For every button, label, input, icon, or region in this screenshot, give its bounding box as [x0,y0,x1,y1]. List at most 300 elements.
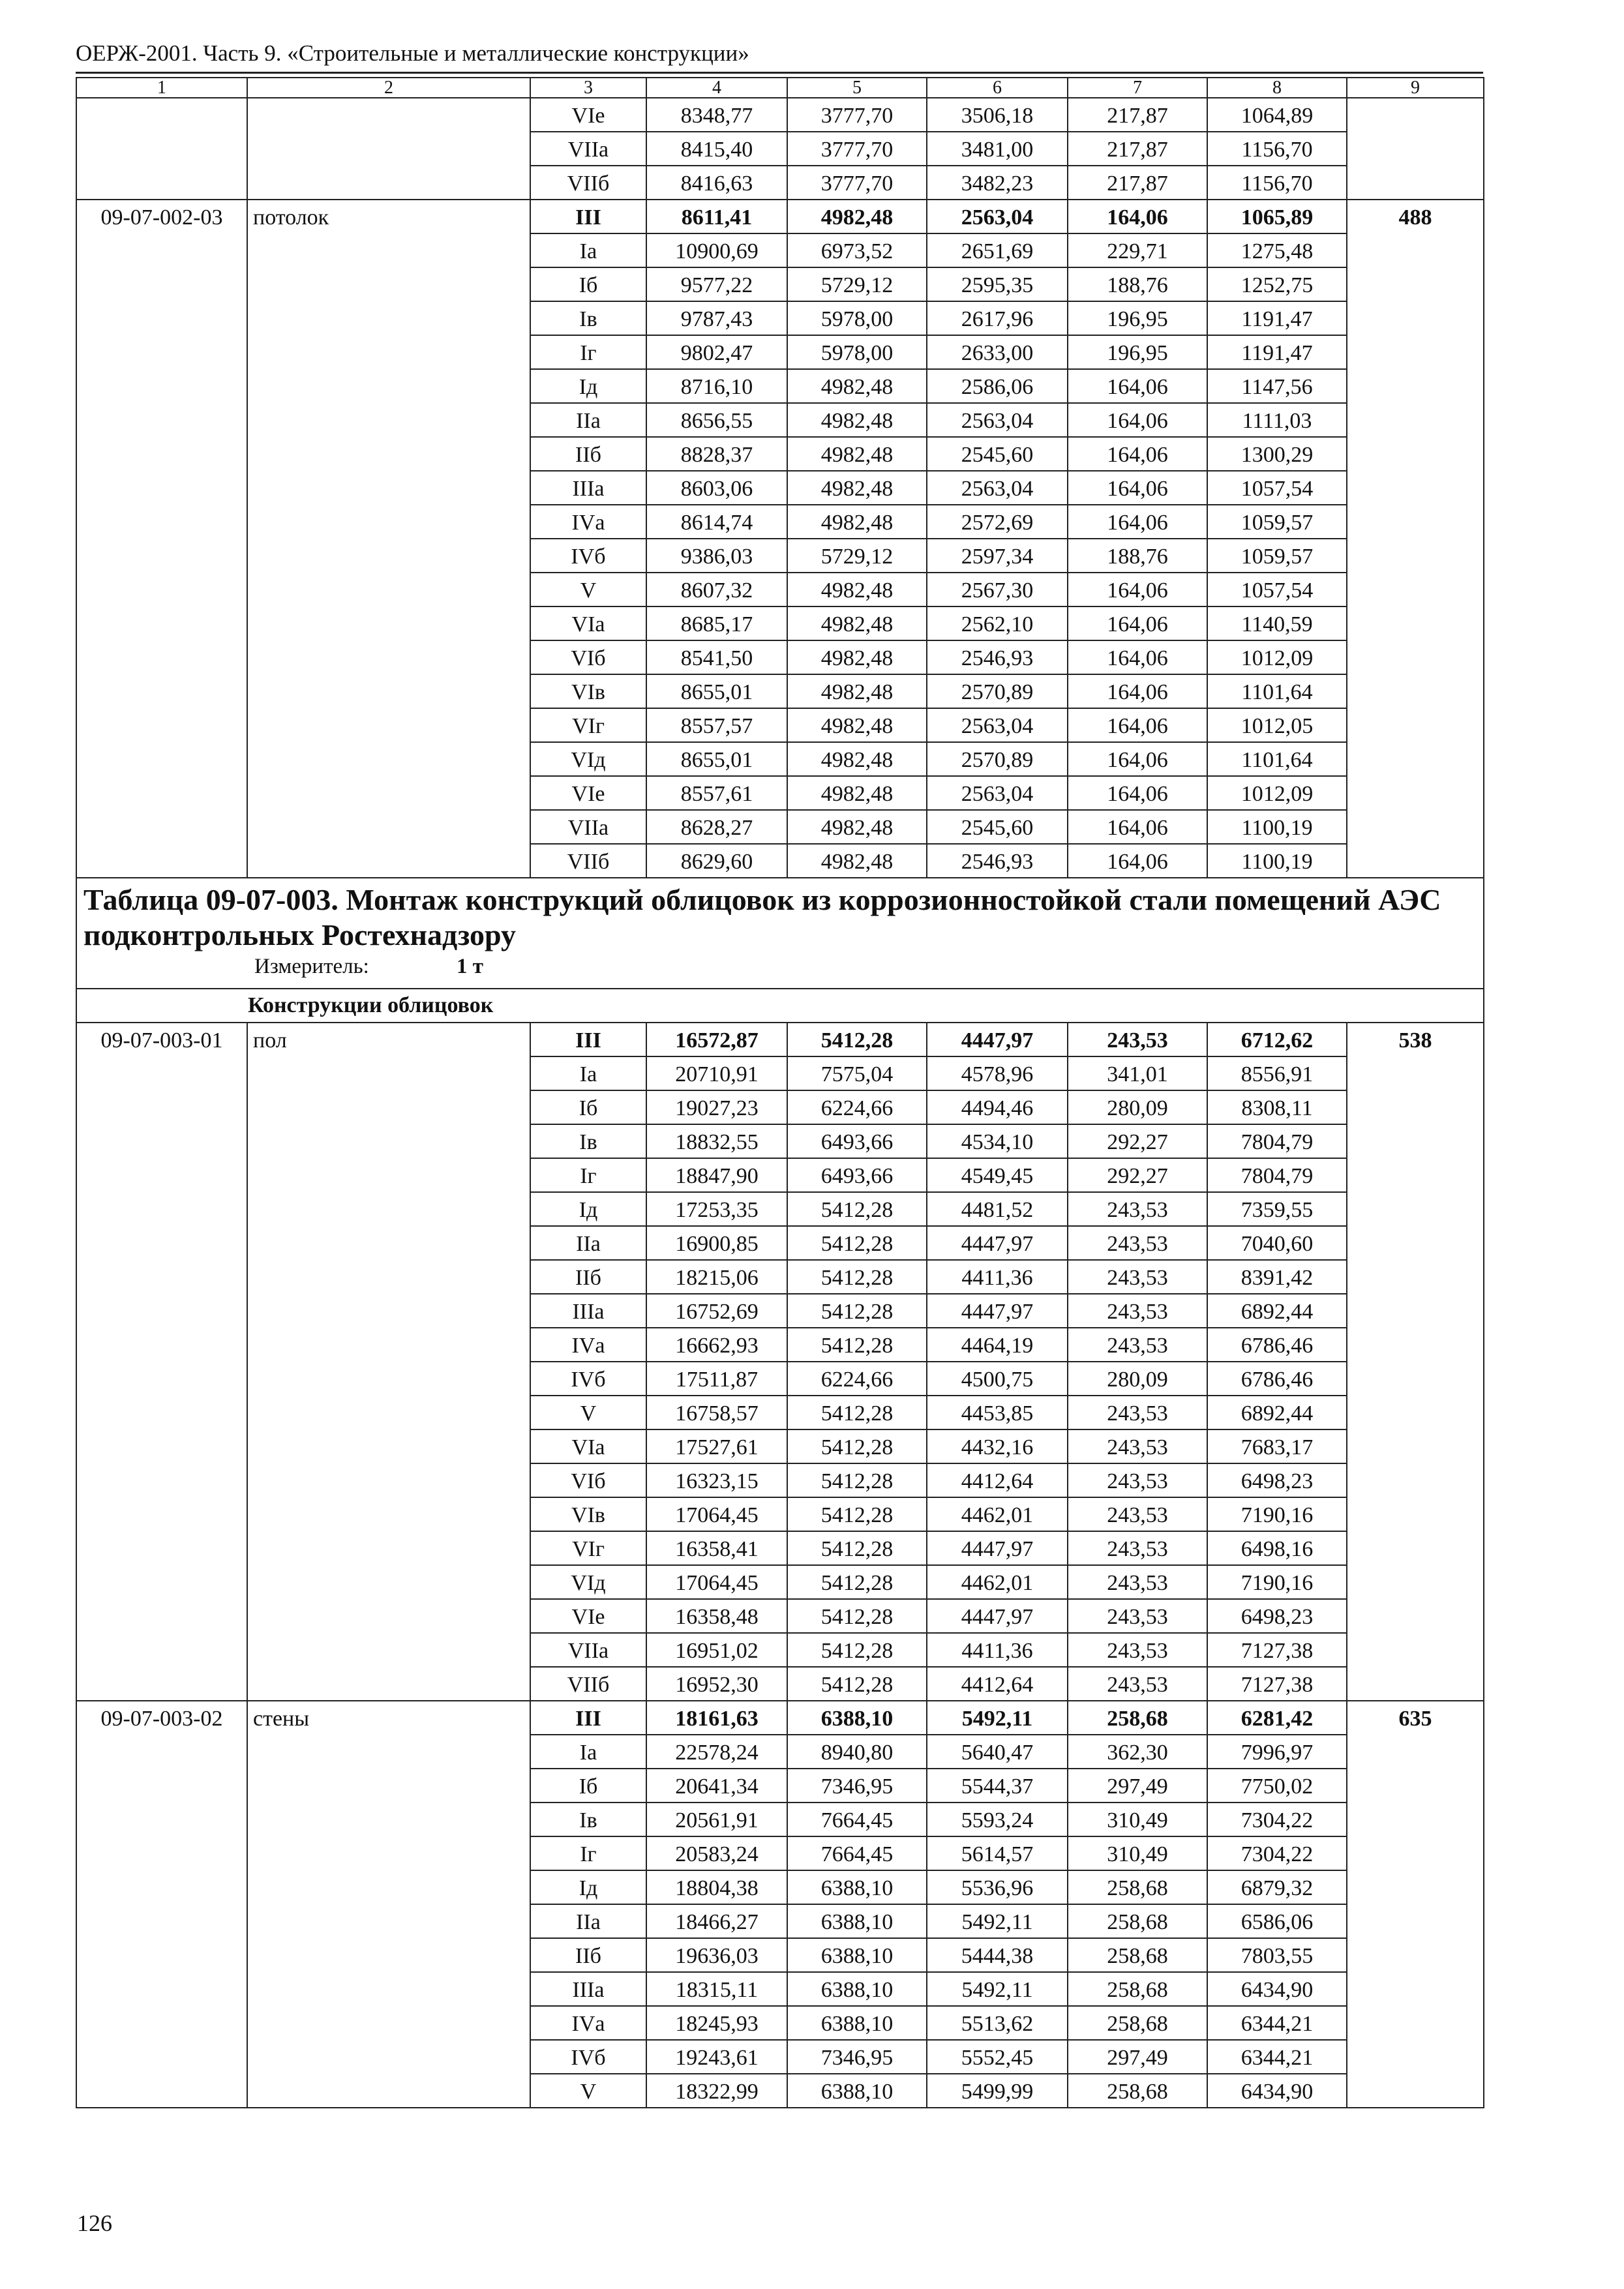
cost-cell: 18315,11 [646,1972,787,2006]
cost-cell: 20641,34 [646,1769,787,1803]
labor-total: 538 [1347,1023,1484,1701]
cost-cell: 1012,05 [1207,708,1347,742]
cost-cell: 6388,10 [787,2006,927,2040]
zone-code: VIд [530,742,646,776]
cost-cell: 19636,03 [646,1938,787,1972]
cost-cell: 1065,89 [1207,200,1347,233]
labor-total: 488 [1347,200,1484,878]
cost-cell: 5492,11 [927,1972,1068,2006]
cost-cell: 4982,48 [787,776,927,810]
cost-cell: 1059,57 [1207,539,1347,573]
zone-code: Iа [530,1056,646,1090]
cost-cell: 7040,60 [1207,1226,1347,1260]
cost-cell: 217,87 [1068,166,1207,200]
cost-cell: 243,53 [1068,1565,1207,1599]
cost-cell: 243,53 [1068,1260,1207,1294]
cost-cell: 2567,30 [927,573,1068,606]
cost-cell: 9787,43 [646,301,787,335]
cost-cell: 4982,48 [787,471,927,505]
cost-cell: 258,68 [1068,1870,1207,1904]
cost-cell: 297,49 [1068,2040,1207,2074]
cost-cell: 243,53 [1068,1463,1207,1497]
cost-cell: 6388,10 [787,2074,927,2108]
zone-code: Iв [530,301,646,335]
cost-cell: 6388,10 [787,1701,927,1735]
cost-cell: 164,06 [1068,606,1207,640]
cost-cell: 5492,11 [927,1904,1068,1938]
zone-code: IIа [530,403,646,437]
labor-total: 635 [1347,1701,1484,2108]
cost-cell: 258,68 [1068,1972,1207,2006]
cost-cell: 1147,56 [1207,369,1347,403]
cost-cell: 6498,23 [1207,1463,1347,1497]
cost-cell: 7127,38 [1207,1633,1347,1667]
zone-code: IVб [530,1362,646,1396]
cost-cell: 1101,64 [1207,674,1347,708]
rate-code: 09-07-002-03 [76,200,247,878]
zone-code: IVа [530,505,646,539]
cost-cell: 8656,55 [646,403,787,437]
header-rule [76,72,1483,74]
cost-cell: 8655,01 [646,742,787,776]
cost-cell: 2595,35 [927,267,1068,301]
zone-code: VIIб [530,1667,646,1701]
zone-code: Iд [530,1192,646,1226]
cost-cell: 1111,03 [1207,403,1347,437]
cost-cell: 4982,48 [787,437,927,471]
cost-cell: 5978,00 [787,335,927,369]
zone-code: VIIб [530,166,646,200]
cost-cell: 164,06 [1068,505,1207,539]
cost-cell: 1156,70 [1207,166,1347,200]
cost-cell: 6498,23 [1207,1599,1347,1633]
cost-cell: 297,49 [1068,1769,1207,1803]
cost-cell: 4982,48 [787,573,927,606]
cost-cell: 4412,64 [927,1667,1068,1701]
zone-code: Iб [530,1090,646,1124]
cost-cell: 8556,91 [1207,1056,1347,1090]
cost-cell: 7304,22 [1207,1836,1347,1870]
cost-cell: 2586,06 [927,369,1068,403]
cost-cell: 6973,52 [787,233,927,267]
cost-cell: 2562,10 [927,606,1068,640]
cost-cell: 5412,28 [787,1565,927,1599]
cost-cell: 3777,70 [787,98,927,132]
cost-cell: 8614,74 [646,505,787,539]
cost-cell: 8308,11 [1207,1090,1347,1124]
cost-cell: 196,95 [1068,335,1207,369]
column-number: 2 [247,78,530,98]
cost-cell: 17527,61 [646,1429,787,1463]
cost-cell: 243,53 [1068,1667,1207,1701]
cost-cell: 341,01 [1068,1056,1207,1090]
zone-code: Iд [530,1870,646,1904]
column-number: 3 [530,78,646,98]
cost-cell: 8391,42 [1207,1260,1347,1294]
zone-code: III [530,1701,646,1735]
cost-cell: 6388,10 [787,1972,927,2006]
zone-code: Iг [530,1158,646,1192]
zone-code: V [530,2074,646,2108]
cost-cell: 4982,48 [787,640,927,674]
cost-cell: 7190,16 [1207,1565,1347,1599]
work-name: потолок [247,200,530,878]
zone-code: IIб [530,1260,646,1294]
cost-cell: 5412,28 [787,1328,927,1362]
cost-cell: 243,53 [1068,1396,1207,1429]
zone-code: IIб [530,1938,646,1972]
cost-cell: 2597,34 [927,539,1068,573]
cost-cell: 7683,17 [1207,1429,1347,1463]
cost-cell: 5614,57 [927,1836,1068,1870]
cost-cell: 4500,75 [927,1362,1068,1396]
cost-cell: 362,30 [1068,1735,1207,1769]
cost-cell: 1140,59 [1207,606,1347,640]
cost-cell: 243,53 [1068,1226,1207,1260]
cost-cell: 4447,97 [927,1599,1068,1633]
cost-cell: 1012,09 [1207,640,1347,674]
cost-cell: 5729,12 [787,267,927,301]
cost-cell: 5412,28 [787,1429,927,1463]
cost-cell: 4982,48 [787,844,927,878]
zone-code: VIе [530,98,646,132]
cost-cell: 243,53 [1068,1294,1207,1328]
cost-cell: 16951,02 [646,1633,787,1667]
zone-code: Iг [530,1836,646,1870]
cost-cell: 4453,85 [927,1396,1068,1429]
cost-cell: 2546,93 [927,844,1068,878]
cost-cell: 17064,45 [646,1497,787,1531]
cost-cell: 5536,96 [927,1870,1068,1904]
rate-code [76,98,247,200]
cost-cell: 1275,48 [1207,233,1347,267]
cost-cell: 5444,38 [927,1938,1068,1972]
cost-cell: 7750,02 [1207,1769,1347,1803]
cost-cell: 4982,48 [787,200,927,233]
cost-cell: 6892,44 [1207,1294,1347,1328]
zone-code: VIIа [530,132,646,166]
cost-cell: 2563,04 [927,471,1068,505]
cost-cell: 6344,21 [1207,2006,1347,2040]
cost-cell: 280,09 [1068,1090,1207,1124]
zone-code: Iд [530,369,646,403]
cost-cell: 243,53 [1068,1023,1207,1056]
cost-cell: 20561,91 [646,1803,787,1836]
cost-cell: 2545,60 [927,810,1068,844]
zone-code: Iв [530,1124,646,1158]
cost-cell: 1059,57 [1207,505,1347,539]
cost-cell: 8685,17 [646,606,787,640]
cost-cell: 164,06 [1068,369,1207,403]
cost-cell: 5412,28 [787,1260,927,1294]
zone-code: Iа [530,1735,646,1769]
cost-cell: 164,06 [1068,776,1207,810]
zone-code: IVа [530,2006,646,2040]
cost-cell: 188,76 [1068,267,1207,301]
rate-code: 09-07-003-02 [76,1701,247,2108]
cost-cell: 6493,66 [787,1158,927,1192]
page-number: 126 [77,2210,112,2236]
cost-cell: 1012,09 [1207,776,1347,810]
cost-cell: 5492,11 [927,1701,1068,1735]
cost-cell: 7575,04 [787,1056,927,1090]
cost-cell: 164,06 [1068,403,1207,437]
cost-cell: 196,95 [1068,301,1207,335]
cost-cell: 1191,47 [1207,335,1347,369]
cost-cell: 16952,30 [646,1667,787,1701]
cost-cell: 9577,22 [646,267,787,301]
cost-cell: 18847,90 [646,1158,787,1192]
cost-cell: 3482,23 [927,166,1068,200]
cost-cell: 188,76 [1068,539,1207,573]
cost-cell: 4982,48 [787,708,927,742]
rates-table [76,77,1484,2108]
cost-cell: 18215,06 [646,1260,787,1294]
cost-cell: 2570,89 [927,742,1068,776]
column-number: 1 [76,78,247,98]
zone-code: IIIа [530,1972,646,2006]
cost-cell: 6879,32 [1207,1870,1347,1904]
cost-cell: 8541,50 [646,640,787,674]
cost-cell: 6892,44 [1207,1396,1347,1429]
cost-cell: 7304,22 [1207,1803,1347,1836]
zone-code: VIIб [530,844,646,878]
table-body-top [76,78,1484,878]
cost-cell: 18245,93 [646,2006,787,2040]
cost-cell: 258,68 [1068,2074,1207,2108]
cost-cell: 1057,54 [1207,471,1347,505]
cost-cell: 2546,93 [927,640,1068,674]
cost-cell: 1156,70 [1207,132,1347,166]
zone-code: Iб [530,1769,646,1803]
cost-cell: 164,06 [1068,844,1207,878]
cost-cell: 4411,36 [927,1260,1068,1294]
cost-cell: 6586,06 [1207,1904,1347,1938]
cost-cell: 1064,89 [1207,98,1347,132]
cost-cell: 6786,46 [1207,1328,1347,1362]
cost-cell: 2651,69 [927,233,1068,267]
work-name: стены [247,1701,530,2108]
cost-cell: 7804,79 [1207,1158,1347,1192]
column-number-row [76,78,1484,98]
cost-cell: 5544,37 [927,1769,1068,1803]
section-label: Конструкции облицовок [248,993,494,1017]
cost-cell: 3777,70 [787,166,927,200]
cost-cell: 6344,21 [1207,2040,1347,2074]
cost-cell: 4481,52 [927,1192,1068,1226]
zone-code: IVа [530,1328,646,1362]
zone-code: VIа [530,606,646,640]
cost-cell: 4982,48 [787,810,927,844]
cost-cell: 164,06 [1068,200,1207,233]
zone-code: Iа [530,233,646,267]
cost-cell: 5412,28 [787,1192,927,1226]
measure-line [83,955,1483,978]
cost-cell: 243,53 [1068,1633,1207,1667]
section-row [76,989,1484,1023]
cost-cell: 217,87 [1068,132,1207,166]
zone-code: V [530,1396,646,1429]
cost-cell: 258,68 [1068,1938,1207,1972]
cost-cell: 6388,10 [787,1904,927,1938]
cost-cell: 6281,42 [1207,1701,1347,1735]
cost-cell: 4982,48 [787,742,927,776]
section-cell [76,989,1484,1023]
zone-code: Iг [530,335,646,369]
cost-cell: 4578,96 [927,1056,1068,1090]
cost-cell: 280,09 [1068,1362,1207,1396]
cost-cell: 20710,91 [646,1056,787,1090]
cost-cell: 6388,10 [787,1870,927,1904]
cost-cell: 3481,00 [927,132,1068,166]
cost-cell: 5412,28 [787,1463,927,1497]
cost-cell: 2570,89 [927,674,1068,708]
cost-cell: 7346,95 [787,1769,927,1803]
cost-cell: 19027,23 [646,1090,787,1124]
cost-cell: 17064,45 [646,1565,787,1599]
cost-cell: 164,06 [1068,573,1207,606]
cost-cell: 16900,85 [646,1226,787,1260]
cost-cell: 164,06 [1068,471,1207,505]
cost-cell: 164,06 [1068,742,1207,776]
cost-cell: 7346,95 [787,2040,927,2074]
zone-code: Iв [530,1803,646,1836]
table-title-section [76,878,1484,1023]
zone-code: VIIа [530,1633,646,1667]
cost-cell: 243,53 [1068,1328,1207,1362]
zone-code: VIа [530,1429,646,1463]
column-number: 4 [646,78,787,98]
cost-cell: 18804,38 [646,1870,787,1904]
cost-cell: 2563,04 [927,776,1068,810]
cost-cell: 6224,66 [787,1090,927,1124]
measure-label: Измеритель: [254,955,369,978]
cost-cell: 4534,10 [927,1124,1068,1158]
zone-code: V [530,573,646,606]
cost-cell: 1191,47 [1207,301,1347,335]
cost-cell: 16758,57 [646,1396,787,1429]
cost-cell: 7664,45 [787,1803,927,1836]
cost-cell: 8607,32 [646,573,787,606]
cost-cell: 1100,19 [1207,810,1347,844]
cost-cell: 7804,79 [1207,1124,1347,1158]
table-row [76,1701,1484,1735]
cost-cell: 8611,41 [646,200,787,233]
cost-cell: 6224,66 [787,1362,927,1396]
cost-cell: 164,06 [1068,810,1207,844]
cost-cell: 4462,01 [927,1565,1068,1599]
cost-cell: 16752,69 [646,1294,787,1328]
cost-cell: 5499,99 [927,2074,1068,2108]
cost-cell: 17253,35 [646,1192,787,1226]
cost-cell: 4447,97 [927,1531,1068,1565]
cost-cell: 16358,48 [646,1599,787,1633]
cost-cell: 5412,28 [787,1667,927,1701]
column-number: 7 [1068,78,1207,98]
cost-cell: 3777,70 [787,132,927,166]
cost-cell: 8603,06 [646,471,787,505]
cost-cell: 4412,64 [927,1463,1068,1497]
cost-cell: 292,27 [1068,1158,1207,1192]
column-number: 6 [927,78,1068,98]
page-header: ОЕРЖ-2001. Часть 9. «Строительные и металлические конструкции» [76,40,749,66]
table-row [76,98,1484,132]
cost-cell: 1252,75 [1207,267,1347,301]
cost-cell: 5640,47 [927,1735,1068,1769]
cost-cell: 4462,01 [927,1497,1068,1531]
cost-cell: 8348,77 [646,98,787,132]
cost-cell: 2563,04 [927,403,1068,437]
table-title: Таблица 09-07-003. Монтаж конструкций облицовок из коррозионностойкой стали помещений АЭС подконтрольных Ростехнадзору [83,883,1441,951]
cost-cell: 4494,46 [927,1090,1068,1124]
cost-cell: 18832,55 [646,1124,787,1158]
cost-cell: 6434,90 [1207,2074,1347,2108]
zone-code: IIб [530,437,646,471]
cost-cell: 18161,63 [646,1701,787,1735]
cost-cell: 243,53 [1068,1599,1207,1633]
cost-cell: 7803,55 [1207,1938,1347,1972]
cost-cell: 5412,28 [787,1633,927,1667]
cost-cell: 1300,29 [1207,437,1347,471]
cost-cell: 7359,55 [1207,1192,1347,1226]
cost-cell: 229,71 [1068,233,1207,267]
cost-cell: 4982,48 [787,674,927,708]
cost-cell: 9386,03 [646,539,787,573]
cost-cell: 4411,36 [927,1633,1068,1667]
cost-cell: 2563,04 [927,708,1068,742]
cost-cell: 16358,41 [646,1531,787,1565]
cost-cell: 5729,12 [787,539,927,573]
cost-cell: 6786,46 [1207,1362,1347,1396]
column-number: 8 [1207,78,1347,98]
cost-cell: 5412,28 [787,1396,927,1429]
cost-cell: 1101,64 [1207,742,1347,776]
cost-cell: 6434,90 [1207,1972,1347,2006]
table-title-cell [76,878,1484,989]
zone-code: IIа [530,1904,646,1938]
cost-cell: 1100,19 [1207,844,1347,878]
cost-cell: 5412,28 [787,1531,927,1565]
cost-cell: 20583,24 [646,1836,787,1870]
zone-code: VIб [530,640,646,674]
column-number: 5 [787,78,927,98]
cost-cell: 7664,45 [787,1836,927,1870]
zone-code: VIг [530,708,646,742]
work-name: пол [247,1023,530,1701]
cost-cell: 4447,97 [927,1023,1068,1056]
zone-code: VIг [530,1531,646,1565]
cost-cell: 8557,57 [646,708,787,742]
rate-code: 09-07-003-01 [76,1023,247,1701]
cost-cell: 4982,48 [787,606,927,640]
cost-cell: 164,06 [1068,640,1207,674]
cost-cell: 18466,27 [646,1904,787,1938]
cost-cell: 243,53 [1068,1531,1207,1565]
cost-cell: 4432,16 [927,1429,1068,1463]
cost-cell: 7127,38 [1207,1667,1347,1701]
cost-cell: 243,53 [1068,1497,1207,1531]
zone-code: IVб [530,539,646,573]
zone-code: III [530,200,646,233]
zone-code: III [530,1023,646,1056]
cost-cell: 7996,97 [1207,1735,1347,1769]
cost-cell: 5412,28 [787,1023,927,1056]
cost-cell: 164,06 [1068,437,1207,471]
cost-cell: 5552,45 [927,2040,1068,2074]
table-row [76,1023,1484,1056]
cost-cell: 7190,16 [1207,1497,1347,1531]
cost-cell: 5412,28 [787,1497,927,1531]
